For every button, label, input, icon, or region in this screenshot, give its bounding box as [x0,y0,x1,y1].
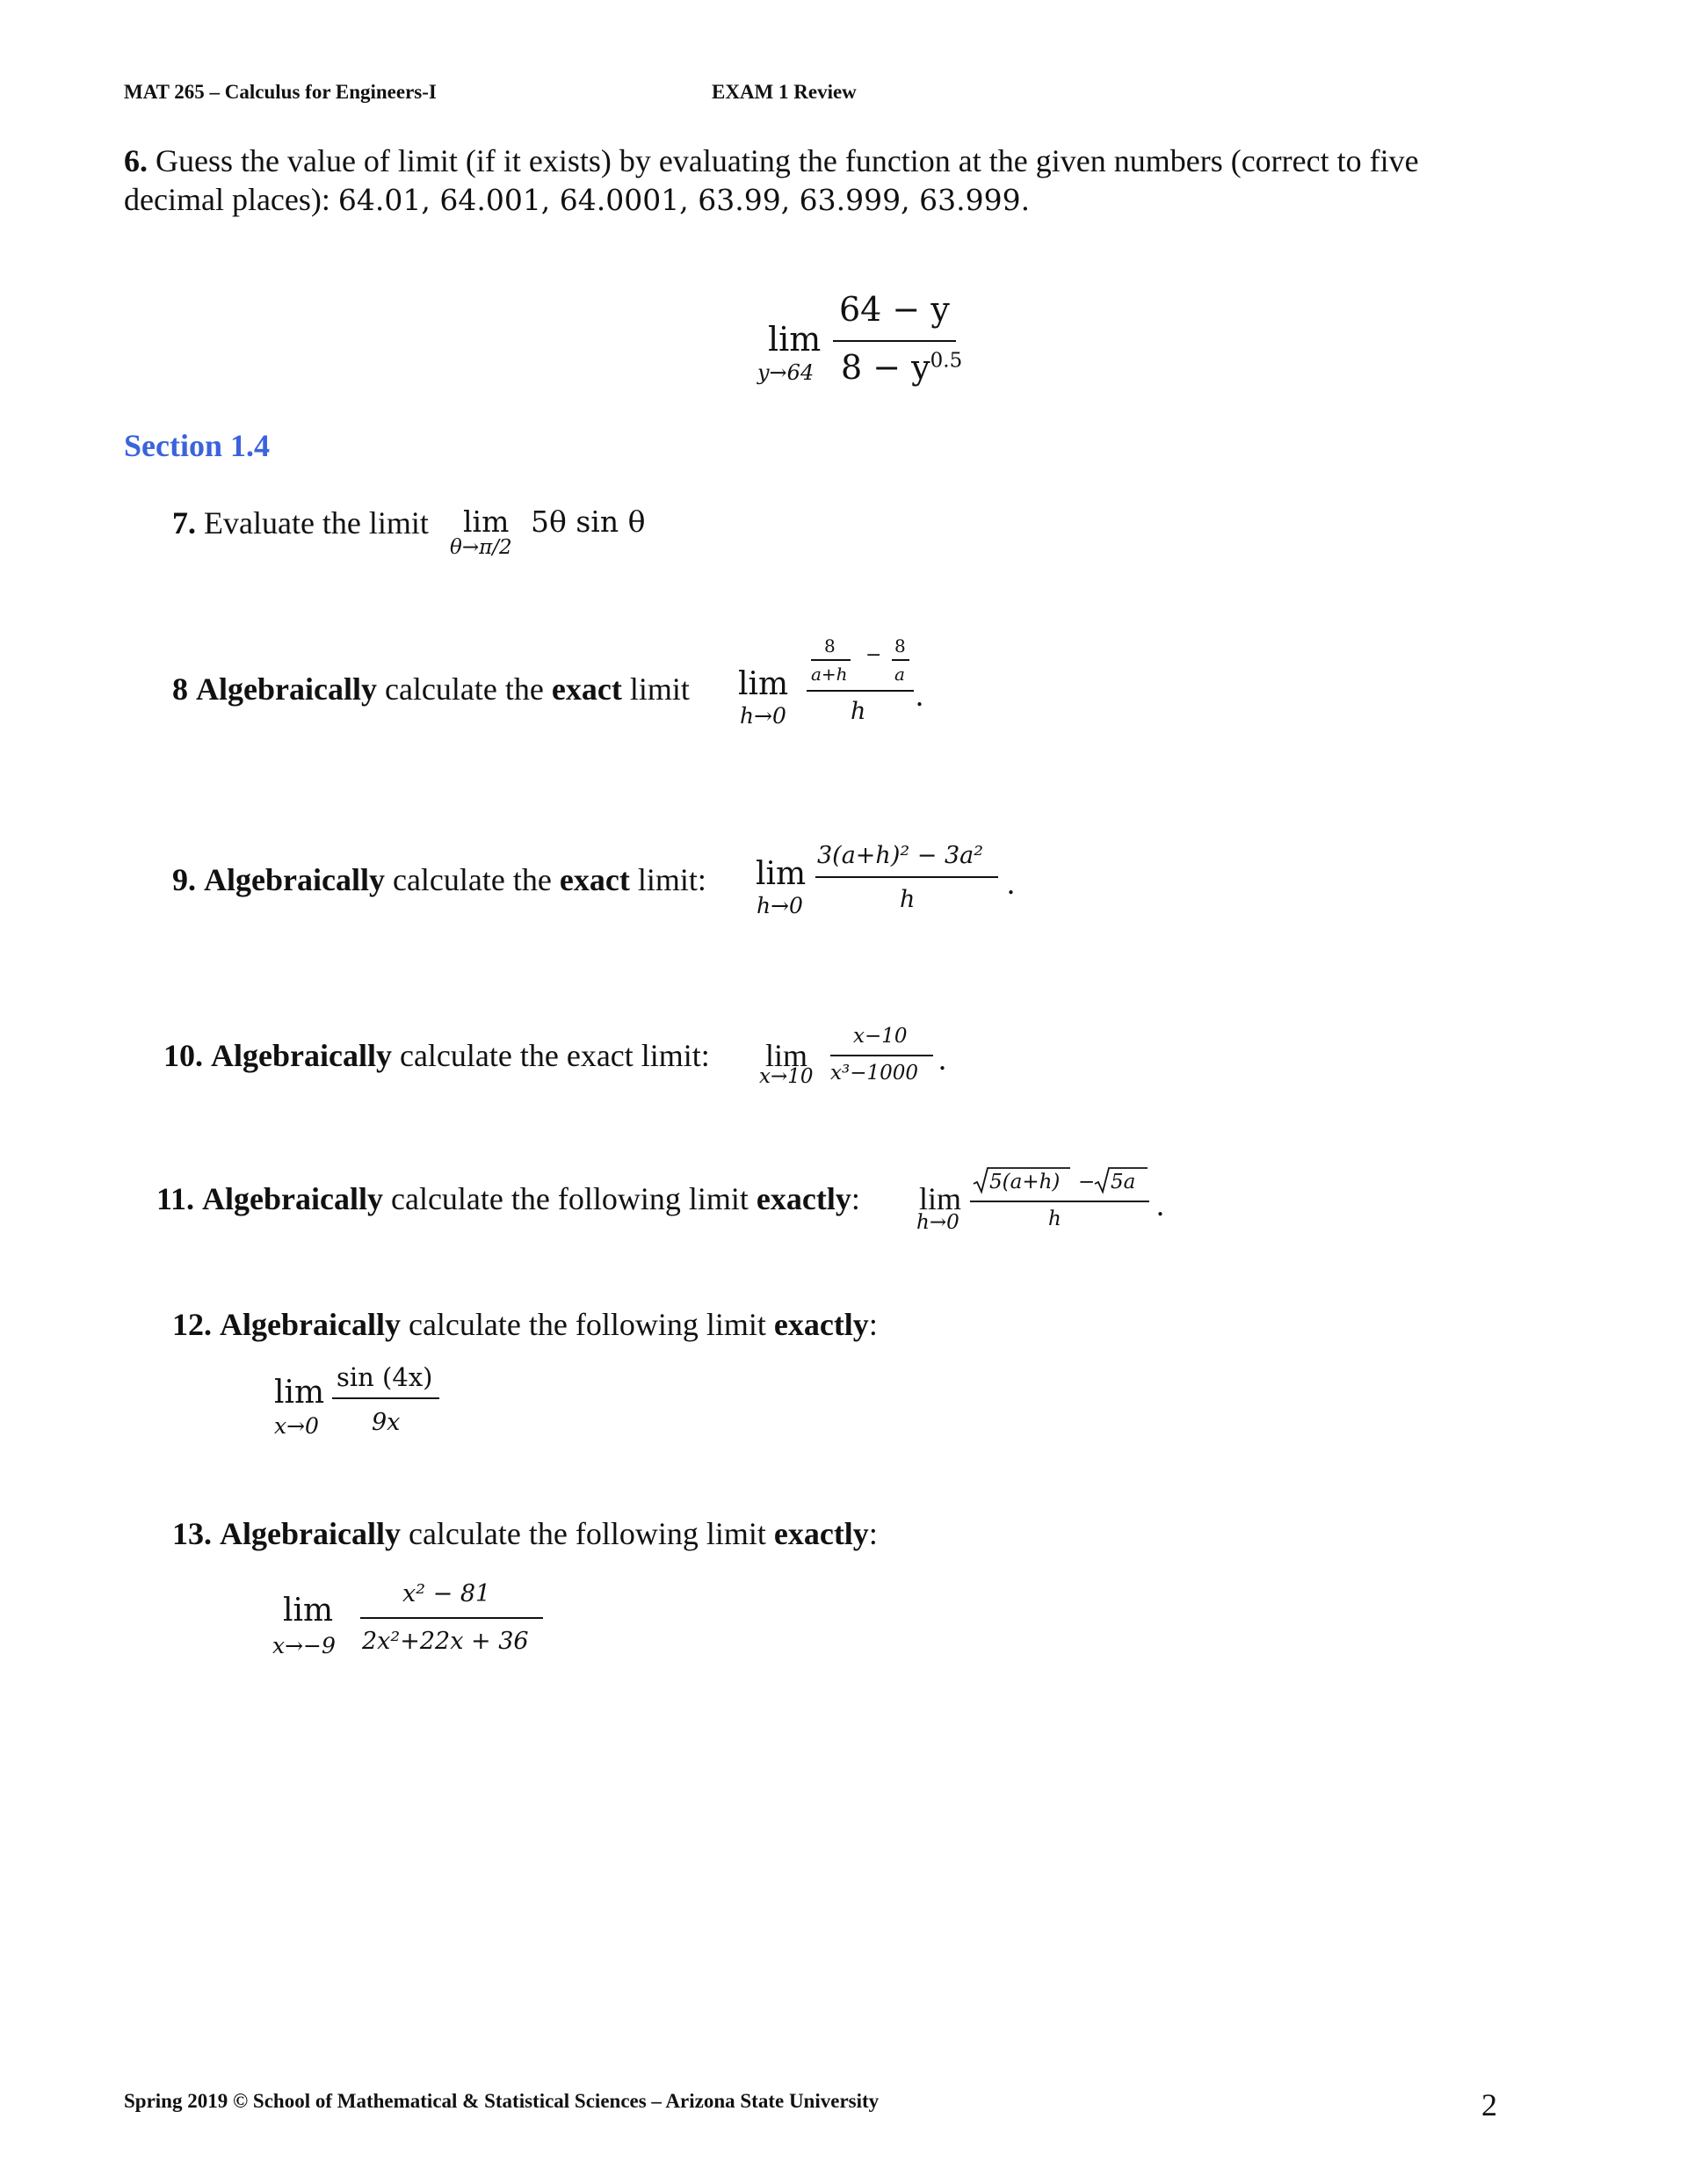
problem-11-radicand-2: 5a [1111,1171,1136,1194]
problem-11-bold-exactly: exactly [756,1181,851,1216]
problem-12-bold-exactly: exactly [773,1307,869,1342]
problem-13-colon: : [868,1516,878,1551]
problem-7-line [172,504,429,541]
problem-8-bold-exact: exact [551,671,622,707]
problem-7-number: 7. [172,505,196,541]
problem-13-bold-algebraically: Algebraically [220,1516,401,1551]
problem-8-number: 8 [172,671,188,707]
problem-8-fraction-bar [807,690,914,692]
problem-11-colon: : [851,1181,860,1216]
problem-10-period: . [938,1041,946,1077]
problem-8-inner-minus: − [865,644,882,666]
problem-9-denominator: h [900,886,916,913]
problem-6-den-exp: 0.5 [930,349,963,373]
problem-10-lim-sub: x→10 [759,1065,814,1088]
problem-6-denominator [841,348,962,387]
problem-12-fraction-bar [332,1397,439,1399]
problem-11-text1: calculate the following limit [390,1181,749,1216]
problem-7-lim-sub: θ→π/2 [450,536,512,559]
problem-8-lim: lim [738,666,789,702]
problem-10-line [163,1037,710,1074]
problem-9-fraction-bar [815,876,998,878]
problem-11-lim-sub: h→0 [916,1211,959,1234]
problem-9-lim: lim [756,856,807,892]
problem-13-lim: lim [283,1593,334,1629]
problem-12-denominator: 9x [372,1409,401,1436]
footer-text: Spring 2019 © School of Mathematical & Statistical Sciences – Arizona State University [124,2090,880,2112]
problem-8-lim-sub: h→0 [740,703,786,729]
problem-11-number: 11. [156,1181,195,1216]
problem-6-den-base: 8 − y [841,348,930,387]
section-heading: Section 1.4 [124,428,270,463]
course-title: MAT 265 – Calculus for Engineers-I [124,81,437,103]
problem-6-line1 [124,142,1419,179]
problem-12-text1: calculate the following limit [408,1307,766,1342]
problem-9-lim-sub: h→0 [757,893,803,918]
problem-13-denominator: 2x²+22x + 36 [362,1628,529,1655]
problem-10-numerator: x−10 [853,1025,908,1048]
problem-6-text: Guess the value of limit (if it exists) by evaluating the function at the given numbers (correct to five [156,143,1419,178]
problem-9-number: 9. [172,862,196,897]
problem-11-bold-algebraically: Algebraically [202,1181,383,1216]
problem-6-values: 64.01, 64.001, 64.0001, 63.99, 63.999, 63.999. [337,183,1031,217]
problem-6-lim: lim [768,320,822,359]
problem-8-inner-bar2 [892,659,909,661]
problem-11-period: . [1156,1187,1164,1223]
problem-8-inner-num1: 8 [824,635,836,657]
problem-10-denominator: x³−1000 [830,1062,918,1085]
page-number: 2 [1481,2087,1497,2122]
problem-12-lim-sub: x→0 [274,1413,319,1439]
problem-11-fraction-bar [970,1201,1149,1202]
problem-11-minus: − [1078,1171,1096,1194]
problem-9-text1: calculate the [392,862,552,897]
problem-12-numerator: sin (4x) [337,1362,433,1392]
problem-6-number: 6. [124,143,148,178]
problem-8-denominator: h [851,698,866,725]
problem-12-line [172,1306,878,1343]
problem-13-number: 13. [172,1516,212,1551]
problem-13-lim-sub: x→−9 [272,1633,336,1658]
problem-10-text1: calculate the exact limit: [399,1038,710,1073]
problem-8-inner-bar1 [811,659,851,661]
problem-6-text2: decimal places): [124,182,330,217]
problem-9-period: . [1007,866,1015,901]
problem-9-numerator: 3(a+h)² − 3a² [817,842,984,869]
problem-8-inner-den2: a [894,664,905,685]
problem-11-denominator: h [1048,1208,1061,1230]
problem-7-lim: lim [463,504,510,539]
problem-12-lim: lim [274,1375,325,1411]
problem-8-inner-den1: a+h [811,664,848,685]
problem-13-bold-exactly: exactly [773,1516,869,1551]
problem-12-bold-algebraically: Algebraically [220,1307,401,1342]
problem-8-text1: calculate the [384,671,544,707]
problem-10-bold-algebraically: Algebraically [211,1038,392,1073]
problem-7-text: Evaluate the limit [204,505,429,541]
problem-11-line [156,1180,860,1217]
problem-11-lim: lim [919,1181,962,1216]
problem-7-expression: 5θ sin θ [531,504,646,539]
problem-8-inner-num2: 8 [894,635,906,657]
problem-6-lim-sub: y→64 [757,360,815,385]
problem-8-line [172,671,690,707]
problem-9-bold-exact: exact [559,862,630,897]
problem-10-number: 10. [163,1038,203,1073]
problem-10-fraction-bar [830,1055,933,1056]
problem-8-text2: limit [629,671,690,707]
problem-8-bold-algebraically: Algebraically [196,671,377,707]
problem-13-fraction-bar [360,1617,543,1619]
problem-8-period: . [916,678,923,713]
problem-6-fraction-bar [833,340,956,342]
problem-9-bold-algebraically: Algebraically [204,862,385,897]
problem-12-colon: : [868,1307,878,1342]
problem-12-number: 12. [172,1307,212,1342]
problem-10-lim: lim [765,1038,808,1073]
problem-6-numerator: 64 − y [839,290,950,329]
problem-13-numerator: x² − 81 [402,1580,491,1607]
problem-9-line [172,861,706,898]
problem-9-text2: limit: [637,862,706,897]
problem-6-line2 [124,181,1030,218]
problem-13-line [172,1515,878,1552]
problem-13-text1: calculate the following limit [408,1516,766,1551]
problem-11-radicand-1: 5(a+h) [989,1171,1061,1194]
exam-title: EXAM 1 Review [712,81,857,103]
